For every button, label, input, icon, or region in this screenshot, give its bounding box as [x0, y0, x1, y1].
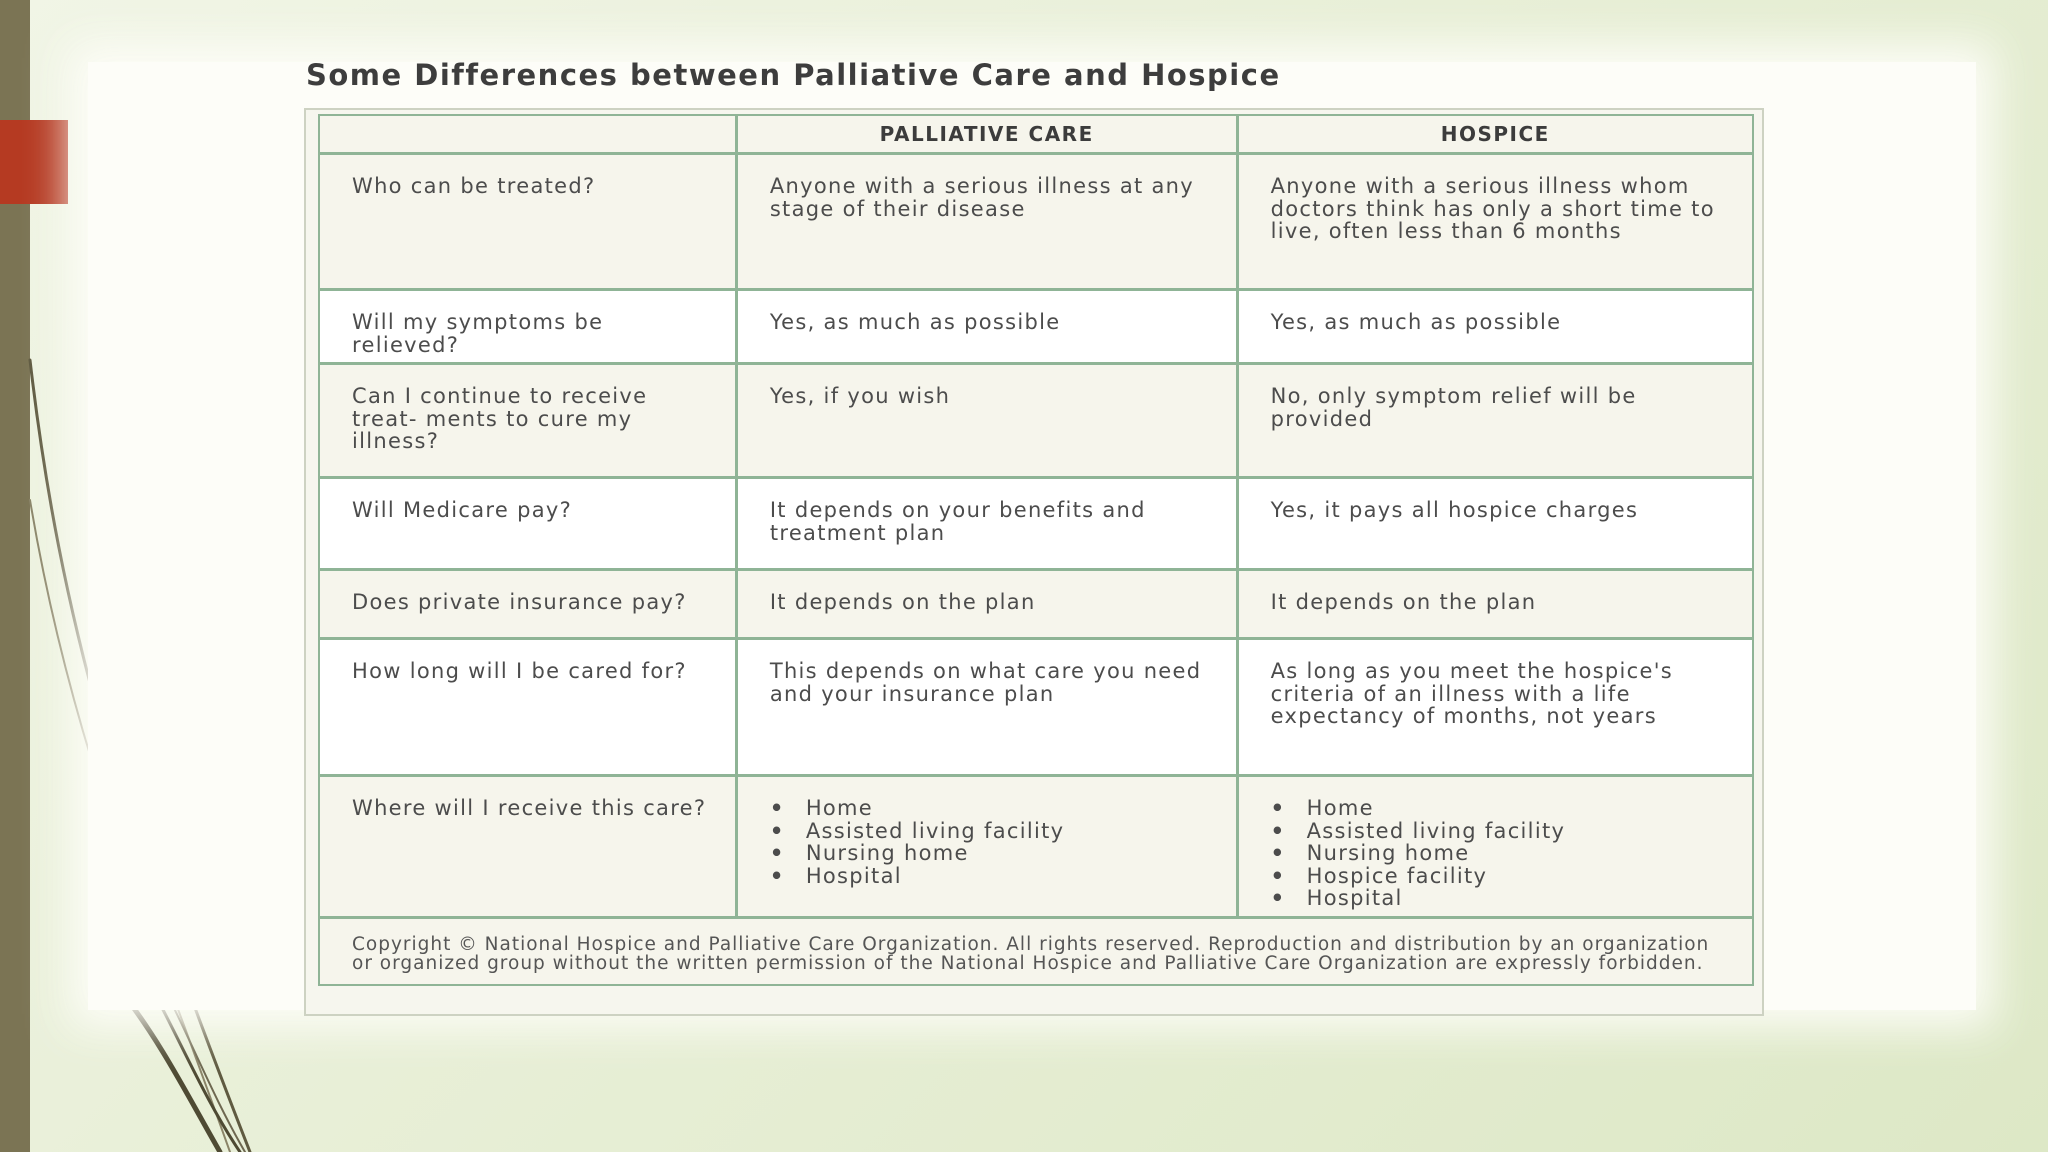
slide-title: Some Differences between Palliative Care and Hospice [306, 58, 1281, 92]
comparison-table-container [318, 114, 1754, 986]
palliative-locations-list [770, 797, 1216, 887]
question-cell: Will Medicare pay? [320, 478, 736, 570]
hospice-cell [1237, 776, 1752, 918]
hospice-cell: It depends on the plan [1237, 570, 1752, 639]
question-cell: Can I continue to receive treat- ments to cure my illness? [320, 364, 736, 478]
header-empty [320, 116, 736, 154]
hospice-cell: As long as you meet the hospice's criteria of an illness with a life expectancy of months, not years [1237, 639, 1752, 776]
red-accent-block [0, 120, 68, 204]
question-cell: How long will I be cared for? [320, 639, 736, 776]
palliative-cell: Yes, if you wish [736, 364, 1237, 478]
table-row [320, 639, 1752, 776]
hospice-cell: Anyone with a serious illness whom doctors think has only a short time to live, often less than 6 months [1237, 154, 1752, 290]
hospice-cell: No, only symptom relief will be provided [1237, 364, 1752, 478]
table-row [320, 570, 1752, 639]
palliative-cell: It depends on your benefits and treatment plan [736, 478, 1237, 570]
palliative-cell: This depends on what care you need and your insurance plan [736, 639, 1237, 776]
table-row [320, 364, 1752, 478]
copyright-notice: Copyright © National Hospice and Palliative Care Organization. All rights reserved. Reproduction and distribution by an organization or organized group without the written permission of the National Hospice and Palliative Care Organization are expressly forbidden. [320, 919, 1752, 984]
table-row [320, 478, 1752, 570]
header-hospice: HOSPICE [1237, 116, 1752, 154]
list-item: • Nursing home [770, 842, 1216, 865]
question-cell: Will my symptoms be relieved? [320, 290, 736, 364]
list-item: • Home [1271, 797, 1732, 820]
palliative-cell: Anyone with a serious illness at any stage of their disease [736, 154, 1237, 290]
hospice-cell: Yes, as much as possible [1237, 290, 1752, 364]
hospice-cell: Yes, it pays all hospice charges [1237, 478, 1752, 570]
header-palliative-care: PALLIATIVE CARE [736, 116, 1237, 154]
table-row [320, 776, 1752, 918]
list-item: • Hospital [1271, 887, 1732, 910]
list-item: • Home [770, 797, 1216, 820]
hospice-locations-list [1271, 797, 1732, 910]
list-item: • Hospital [770, 865, 1216, 888]
list-item: • Hospice facility [1271, 865, 1732, 888]
question-cell: Where will I receive this care? [320, 776, 736, 918]
palliative-cell [736, 776, 1237, 918]
list-item: • Assisted living facility [770, 820, 1216, 843]
comparison-table [320, 116, 1752, 919]
list-item: • Nursing home [1271, 842, 1732, 865]
table-row [320, 154, 1752, 290]
header-row [320, 116, 1752, 154]
list-item: • Assisted living facility [1271, 820, 1732, 843]
question-cell: Who can be treated? [320, 154, 736, 290]
question-cell: Does private insurance pay? [320, 570, 736, 639]
table-row [320, 290, 1752, 364]
palliative-cell: Yes, as much as possible [736, 290, 1237, 364]
palliative-cell: It depends on the plan [736, 570, 1237, 639]
